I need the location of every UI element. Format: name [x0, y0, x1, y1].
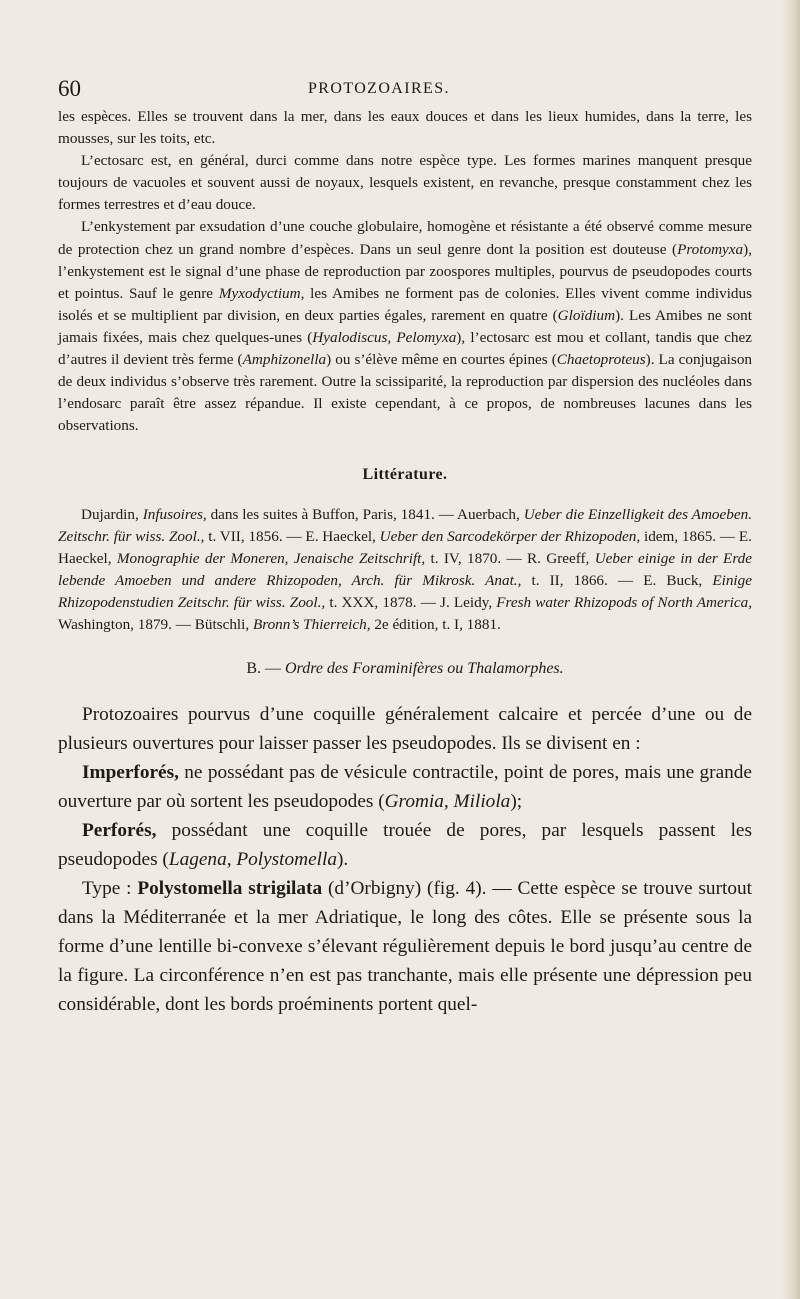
genus-lagena-polystomella: Lagena, Polystomella: [168, 849, 338, 871]
genus-amphizonella: Amphizonella: [242, 351, 327, 369]
section-heading-foraminiferes: B. — Ordre des Foraminifères ou Thalamorphes.: [246, 660, 564, 678]
genus-chaetoproteus: Chaetoproteus: [556, 351, 646, 369]
term-perfores: Perforés,: [82, 820, 157, 842]
genus-gloidium: Gloïdium: [557, 306, 616, 324]
type-species: Polystomella strigilata: [137, 878, 323, 900]
paragraph-enkystement: L’enkystement par exsudation d’une couche globulaire, homogène et résistante a été observé comme mesure de protection chez un grand nombre d’espèces. Dans un seul genre dont la position est douteuse (Protomyxa), l’enkystement est le signal d’une phase de reproduction par zoospores multiples, pourvus de pseudopodes courts et pointus. Sauf le genre Myxodyctium, les Amibes ne forment pas de colonies. Elles vivent comme individus isolés et se multiplient par division, en deux parties égales, rarement en quatre (Gloïdium). Les Amibes ne sont jamais fixées, mais chez quelques-unes (Hyalodiscus, Pelomyxa), l’ectosarc est mou et collant, tandis que chez d’autres il devient très ferme (Amphizonella) ou s’élève même en courtes épines (Chaetoproteus). La conjugaison de deux individus s’observe très rarement. Outre la scissiparité, la reproduction par dispersion des nucléoles dans l’endosarc paraît être assez répandue. Il existe cependant, à ce propos, de nombreuses lacunes dans les observations.: [58, 218, 753, 435]
foraminifera-section: [58, 700, 752, 1019]
term-imperfores: Imperforés,: [82, 762, 179, 784]
genus-protomyxa: Protomyxa: [677, 240, 744, 258]
paragraph-ectosarc: L’ectosarc est, en général, durci comme dans notre espèce type. Les formes marines manquent presque toujours de vacuoles et souvent aussi de noyaux, lesquels existent, en revanche, presque constamment chez les formes terrestres et d’eau douce.: [58, 152, 752, 214]
literature-references: Dujardin, Infusoires, dans les suites à Buffon, Paris, 1841. — Auerbach, Ueber die Einzelligkeit des Amoeben. Zeitschr. für wiss. Zool., t. VII, 1856. — E. Haeckel, Ueber den Sarcodekörper der Rhizopoden, idem, 1865. — E. Haeckel, Monographie der Moneren, Jenaische Zeitschrift, t. IV, 1870. — R. Greeff, Ueber einige in der Erde lebende Amoeben und andere Rhizopoden, Arch. für Mikrosk. Anat., t. II, 1866. — E. Buck, Einige Rhizopodenstudien Zeitschr. für wiss. Zool., t. XXX, 1878. — J. Leidy, Fresh water Rhizopods of North America, Washington, 1879. — Bütschli, Bronn’s Thierreich, 2e édition, t. I, 1881.: [58, 505, 753, 633]
paragraph-perfores: Perforés, possédant une coquille trouée de pores, par lesquels passent les pseudopodes (Lagena, Polystomella).: [58, 820, 752, 871]
genus-gromia-miliola: Gromia, Miliola: [384, 791, 511, 813]
book-page: [58, 66, 752, 1019]
genus-hyalodiscus-pelomyxa: Hyalodiscus, Pelomyxa: [312, 328, 457, 346]
running-title: PROTOZOAIRES.: [308, 80, 450, 97]
paragraph-imperfores: Imperforés, ne possédant pas de vésicule contractile, point de pores, mais une grande ouverture par où sortent les pseudopodes (Gromia, Miliola);: [58, 762, 752, 813]
paragraph-intro: Protozoaires pourvus d’une coquille généralement calcaire et percée d’une ou de plusieurs ouvertures pour laisser passer les pseudopodes. Ils se divisent en :: [58, 704, 752, 755]
paragraph-type: Type : Polystomella strigilata (d’Orbigny) (fig. 4). — Cette espèce se trouve surtout dans la Méditerranée et la mer Adriatique, le long des côtes. Elle se présente sous la forme d’une lentille bi-convexe s’élevant régulièrement depuis le bord jusqu’au centre de la figure. La circonférence n’en est pas tranchante, mais elle présente une dépression peu considérable, dont les bords proéminents portent quel-: [58, 878, 752, 1016]
paragraph-continuation: les espèces. Elles se trouvent dans la mer, dans les eaux douces et dans les lieux humides, dans la terre, les mousses, sur les toits, etc.: [58, 108, 752, 148]
literature-heading: Littérature.: [362, 466, 448, 484]
genus-myxodyctium: Myxodyctium: [218, 284, 301, 302]
page-header: [58, 66, 752, 106]
page-spine-shadow: [782, 0, 800, 1299]
page-number: 60: [58, 76, 81, 101]
amoeba-section: [58, 106, 752, 636]
